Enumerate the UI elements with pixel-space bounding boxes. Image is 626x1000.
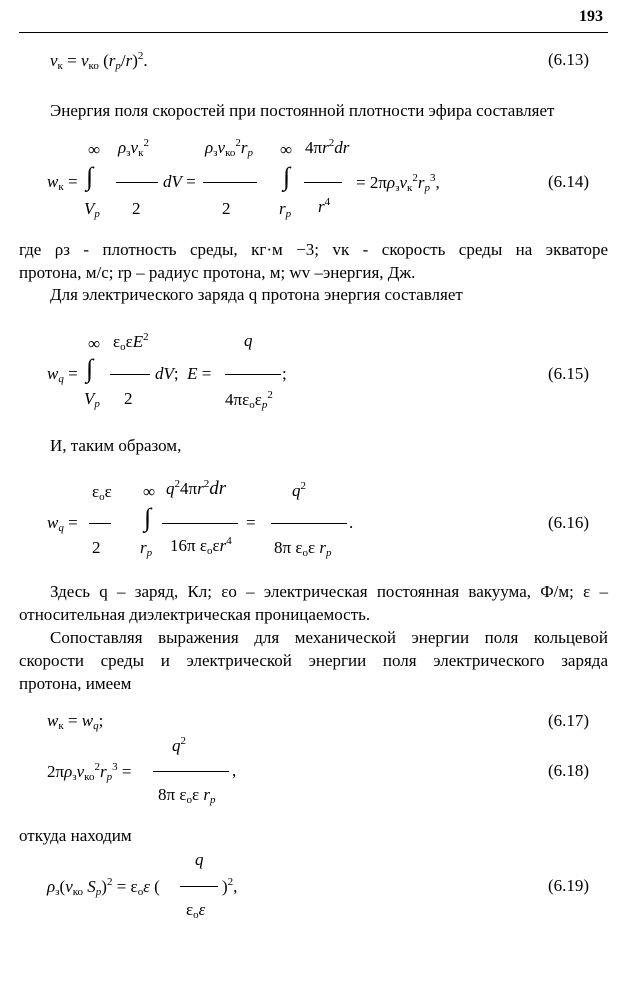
page-number: 193 xyxy=(579,8,603,25)
equation-6-13: $v_к = v_{ко}$ $(r_p/r)^2$. xyxy=(50,50,148,72)
paragraph xyxy=(19,238,608,284)
paragraph: И, таким образом, xyxy=(50,436,182,455)
paragraph-line: относительная диэлектрическая проницаемость. xyxy=(19,605,371,624)
paragraph-line: протона, имеем xyxy=(19,674,132,693)
paragraph-line: скорости среды и электрической энергии поля электрического заряда xyxy=(19,651,608,670)
equation-number: (6.15) xyxy=(548,364,590,383)
equation-number: (6.13) xyxy=(548,50,590,69)
paragraph-line: протона, м/с; rp – радиус протона, м; wv –энергия, Дж. xyxy=(19,263,416,282)
paragraph-line: Сопоставляя выражения для механической энергии поля кольцевой xyxy=(50,628,608,647)
paragraph-line: Для электрического заряда q протона энергия составляет xyxy=(50,285,463,304)
equation-number: (6.16) xyxy=(548,513,590,532)
paragraph: откуда находим xyxy=(19,826,132,845)
equation-number: (6.19) xyxy=(548,876,590,895)
paragraph: Энергия поля скоростей при постоянной плотности эфира составляет xyxy=(50,101,555,120)
equation-number: (6.14) xyxy=(548,172,590,191)
equation-number: (6.18) xyxy=(548,761,590,780)
equation-number: (6.17) xyxy=(548,711,590,730)
paragraph-line: где ρз - плотность среды, кг·м −3; vк - скорость среды на экваторе xyxy=(19,240,608,259)
equation-6-17: $w_к = w_q$; xyxy=(47,711,104,732)
paragraph-line: Здесь q – заряд, Кл; εо – электрическая постоянная вакуума, Ф/м; ε – xyxy=(50,582,608,601)
paragraph xyxy=(19,580,608,695)
header-rule xyxy=(19,32,608,33)
